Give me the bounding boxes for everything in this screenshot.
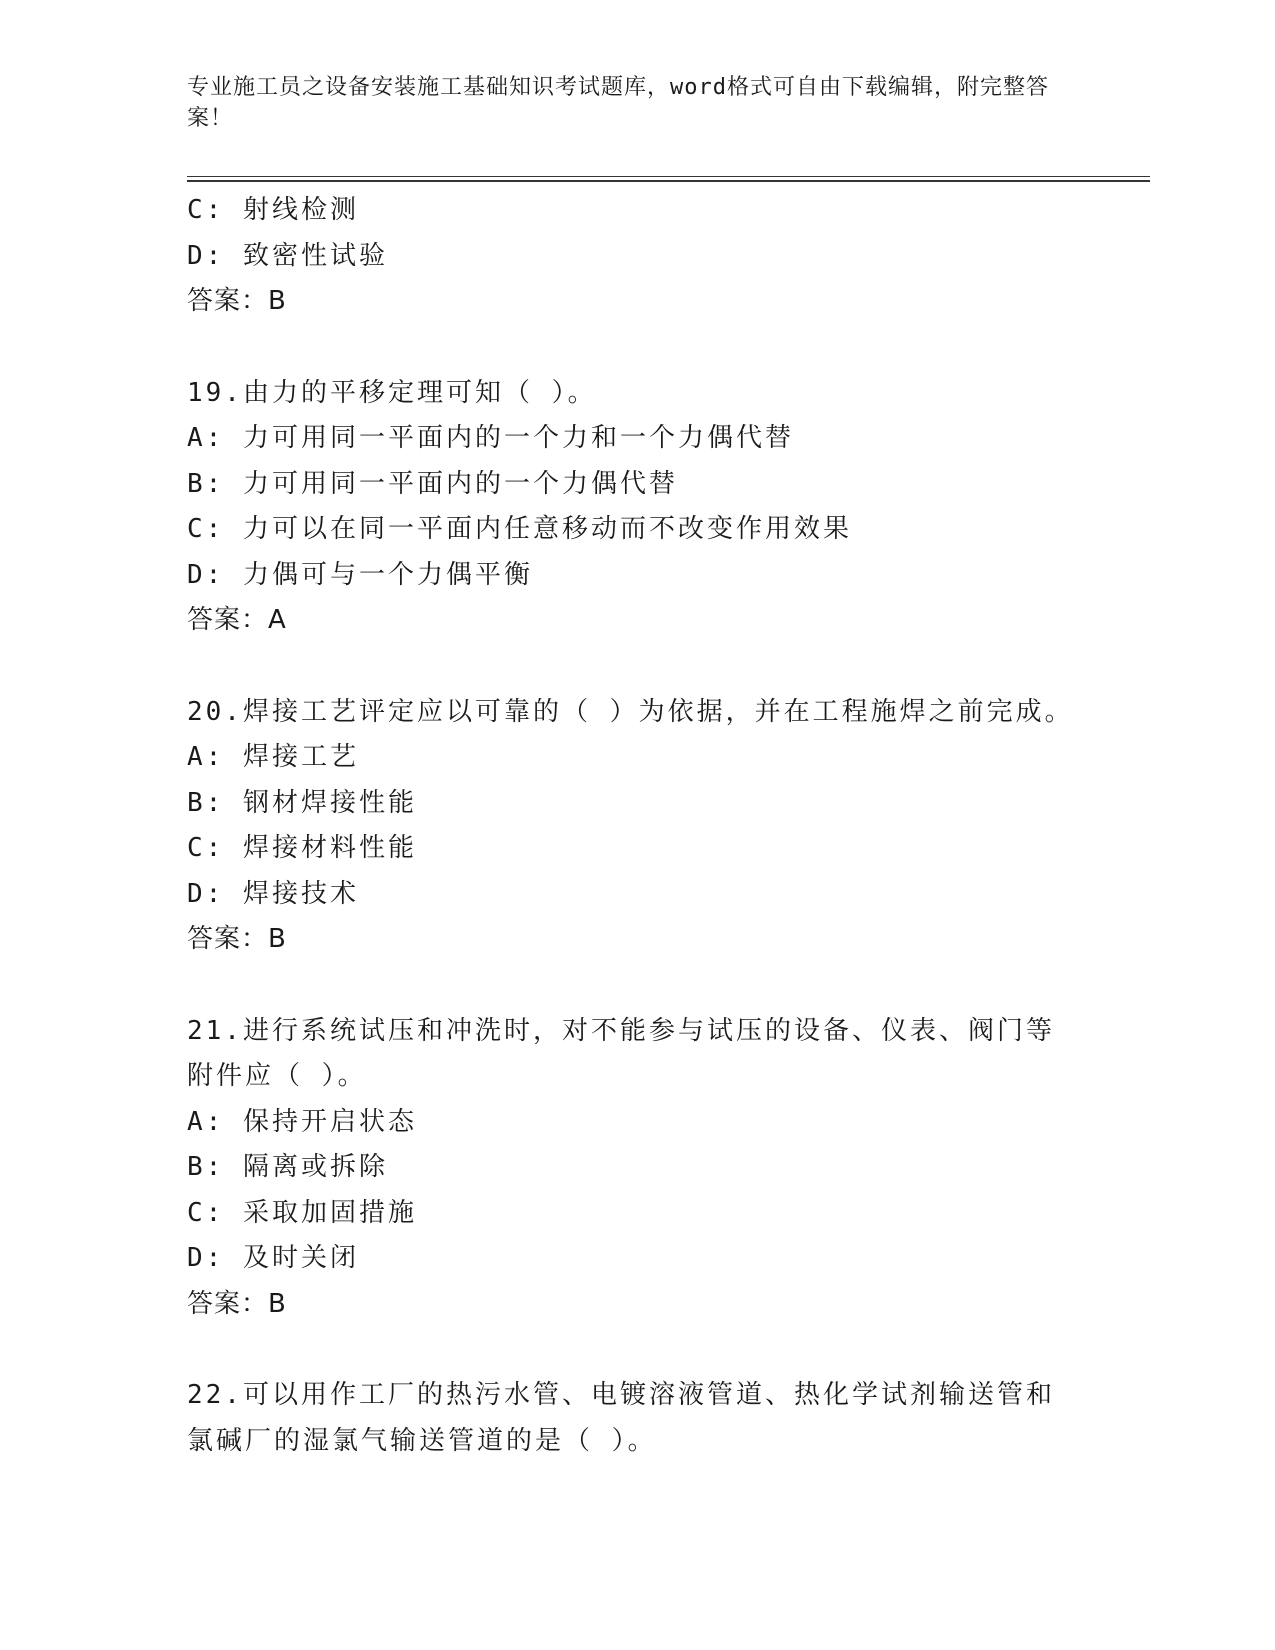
answer-line: 答案：A xyxy=(187,605,287,635)
question-21 xyxy=(187,1009,1087,1328)
answer-line: 答案：B xyxy=(187,286,287,316)
header-divider-thick xyxy=(187,180,1150,182)
option-c: C: 力可以在同一平面内任意移动而不改变作用效果 xyxy=(187,514,852,544)
question-19 xyxy=(187,371,1087,644)
question-stem: 19.由力的平移定理可知（ ）。 xyxy=(187,377,597,408)
question-stem: 21.进行系统试压和冲洗时，对不能参与试压的设备、仪表、阀门等附件应（ ）。 xyxy=(187,1015,1055,1091)
option-d: D: 及时关闭 xyxy=(187,1243,359,1273)
option-d: D: 致密性试验 xyxy=(187,240,388,271)
option-a: A: 保持开启状态 xyxy=(187,1106,417,1137)
answer-line: 答案：B xyxy=(187,924,287,954)
option-c: C: 射线检测 xyxy=(187,195,359,225)
option-c: C: 采取加固措施 xyxy=(187,1197,417,1228)
question-18-tail xyxy=(187,188,1087,325)
answer-line: 答案：B xyxy=(187,1288,287,1319)
question-stem: 20.焊接工艺评定应以可靠的（ ）为依据，并在工程施焊之前完成。 xyxy=(187,696,1074,727)
question-22 xyxy=(187,1373,1087,1464)
option-b: B: 钢材焊接性能 xyxy=(187,787,417,818)
question-stem: 22.可以用作工厂的热污水管、电镀溶液管道、热化学试剂输送管和氯碱厂的湿氯气输送管道的是（ ）。 xyxy=(187,1380,1055,1456)
header-divider-thin xyxy=(187,176,1150,177)
option-a: A: 焊接工艺 xyxy=(187,742,359,772)
question-20 xyxy=(187,690,1087,963)
option-a: A: 力可用同一平面内的一个力和一个力偶代替 xyxy=(187,423,794,453)
option-b: B: 隔离或拆除 xyxy=(187,1152,388,1182)
option-d: D: 力偶可与一个力偶平衡 xyxy=(187,559,533,590)
option-b: B: 力可用同一平面内的一个力偶代替 xyxy=(187,468,678,499)
option-c: C: 焊接材料性能 xyxy=(187,833,417,863)
option-d: D: 焊接技术 xyxy=(187,878,359,909)
document-header: 专业施工员之设备安装施工基础知识考试题库，word格式可自由下载编辑，附完整答案！ xyxy=(187,75,1049,131)
question-list xyxy=(187,188,1087,1464)
